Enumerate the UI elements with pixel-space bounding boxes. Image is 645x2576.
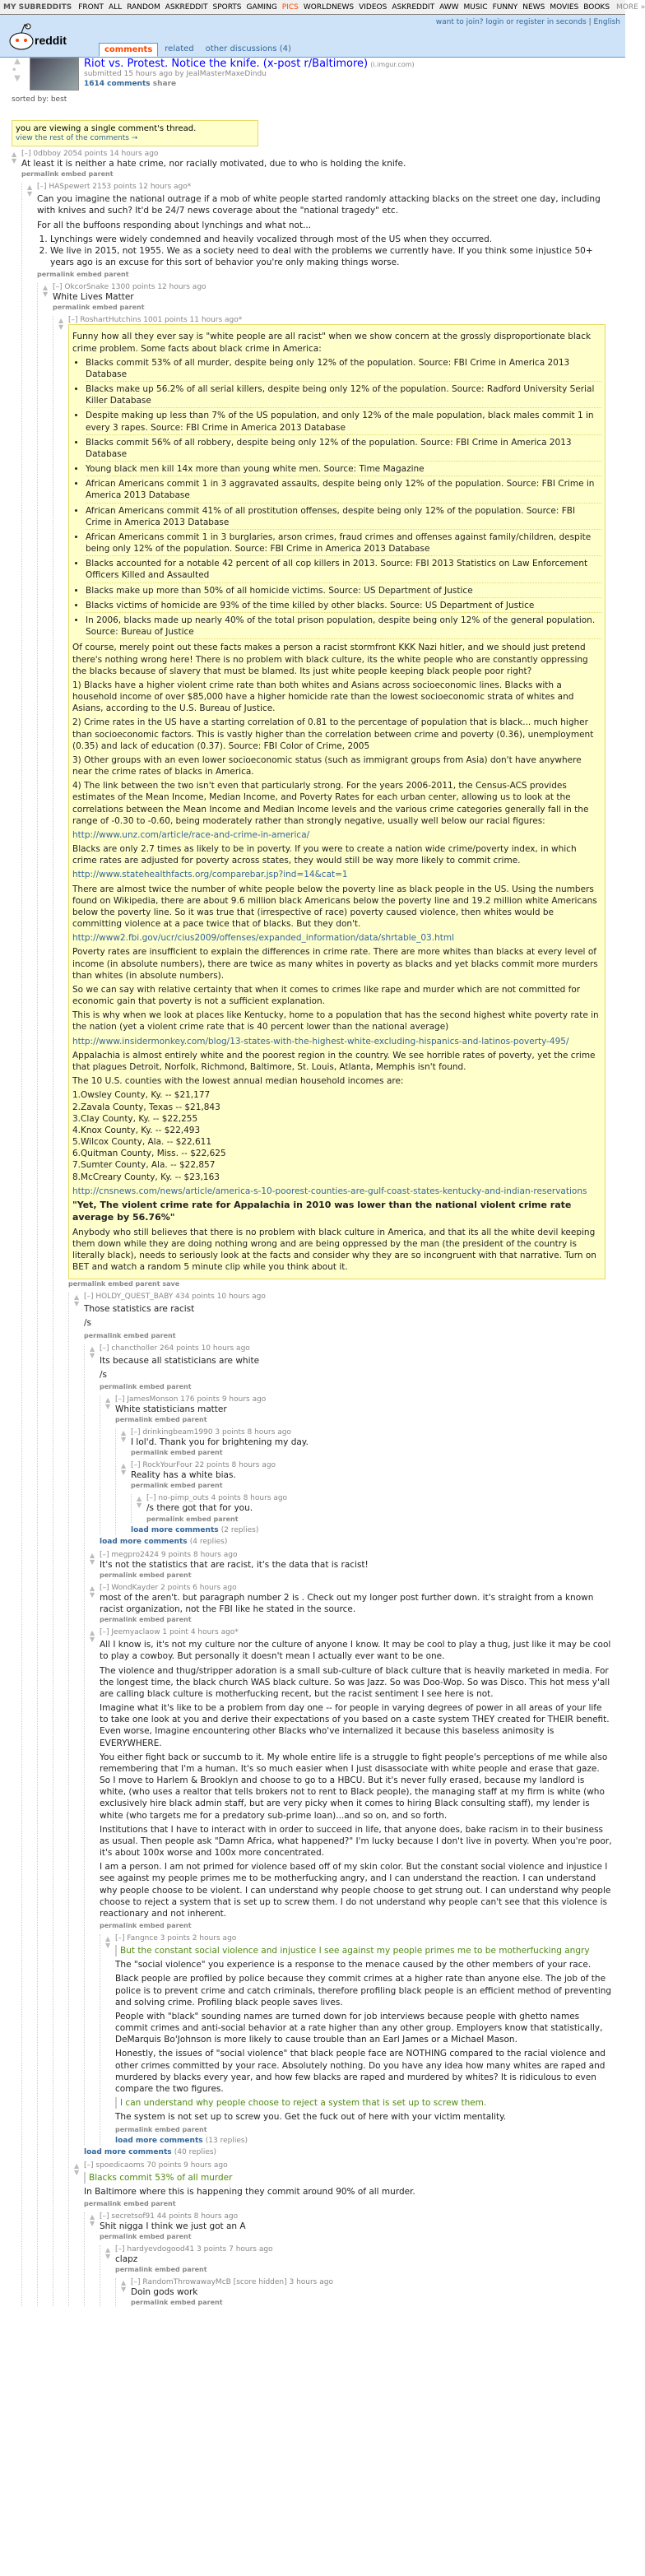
comment — [12, 150, 612, 2306]
comment-paragraph: Institutions that I have to interact with in order to succeed in life, that anyone does, bake racism in to their business as usual. Then people ask "Damn Africa, what happened?" I'm lucky because I don't live in poverty. When you're poor, it's about 100x worse and 100x more concentrated. — [100, 1824, 612, 1859]
comment-children — [115, 2278, 612, 2306]
comment — [27, 183, 612, 2306]
list-item: 1. Lynchings were widely condemned and heavily vocalized through most of the US when they occurred. — [50, 234, 612, 245]
comment — [43, 283, 612, 2306]
comment-body: clapz — [115, 2254, 138, 2265]
comment-paragraph: You either fight back or succumb to it. My whole entire life is a struggle to fight people's perceptions of me while also remembering that I'm a human. It's so much easier when I just disassociate with white people and erase that gaze. So I move to Harlem & Brooklyn and choose to go to a HBCU. But it's never fully erased, because my landlord is white, (who uses a realtor that tells brokers not to rent to Black people), the managing staff at my firm is white (who exclusively hire black admin staff, but are very picky when it comes to hiring Black consulting staff), my lender is white (who targets me for a predatory sub-prime loan)...and so on, and so forth. — [100, 1752, 608, 1821]
subreddit-link[interactable]: MUSIC — [463, 2, 488, 12]
comment-body — [100, 1355, 612, 1381]
language-link[interactable]: English — [593, 18, 620, 26]
county-item: 8.McCreary County, Ky. -- $23,163 — [72, 1172, 220, 1182]
fact-item: • African Americans commit 41% of all prostitution offenses, despite being only 12% of the population. Source: FBI Crime in America 2013 Database — [86, 505, 601, 530]
post-row — [12, 58, 423, 91]
comment-children — [84, 1344, 612, 2145]
comment — [90, 1344, 612, 1534]
comment-buttons[interactable]: permalink embed parent — [84, 2199, 176, 2207]
subreddit-link[interactable]: GAMING — [246, 2, 277, 12]
comment — [121, 2278, 612, 2306]
fact-item: • Blacks accounted for a notable 42 percent of all cop killers in 2013. Source: FBI 2013 Statistics on Law Enforcement Officers Killed and Assaulted — [86, 558, 601, 583]
comment-body: Doin gods work — [131, 2287, 198, 2298]
vote-arrows-icon[interactable]: ▲ ▼ — [12, 151, 17, 165]
comment-paragraph: The violence and thug/stripper adoration is a small sub-culture of black culture that is heavily marketed in media. For the longest time, the black church WAS black culture. So was Jazz. So was Doo-Wop. So was Disco. This hot mess y'all are calling black culture is motherfucking recent, but the racist sentiment I see here is not. — [100, 1665, 610, 1699]
comment-tagline: [–] JamesMonson 176 points 9 hours ago — [115, 1395, 267, 1404]
county-item: 7.Sumter County, Ala. -- $22,857 — [72, 1160, 216, 1171]
subreddit-link[interactable]: VIDEOS — [359, 2, 387, 12]
vote-arrows-icon[interactable]: ▲ ▼ — [90, 1551, 95, 1566]
fact-item: • Blacks commit 56% of all robbery, despite being only 12% of the population. Source: FBI Crime in America 2013 Database — [86, 437, 601, 462]
comment — [105, 1934, 612, 2133]
comment-quote: Blacks commit 53% of all murder — [84, 2172, 612, 2184]
comment-tagline: [–] RockYourFour 22 points 8 hours ago — [131, 1461, 276, 1470]
comments-link[interactable]: 1614 comments — [84, 80, 151, 88]
share-button[interactable]: share — [152, 80, 177, 88]
vote-arrows-icon[interactable]: ▲ ▼ — [121, 1462, 127, 1477]
comment — [90, 1584, 612, 1623]
comment-tagline: [–] chanctholler 264 points 10 hours ago — [100, 1344, 250, 1353]
subreddit-link[interactable]: RANDOM — [127, 2, 160, 12]
vote-arrows-icon[interactable]: ▲ ▼ — [74, 2161, 80, 2176]
fact-item: • Blacks commit 53% of all murder, despite being only 12% of the population. Source: FBI Crime in America 2013 Database — [86, 357, 601, 382]
post-score: • — [12, 66, 17, 75]
comment-buttons[interactable]: permalink embed parent — [100, 1571, 192, 1579]
vote-arrows-icon[interactable]: ▲ ▼ — [121, 2279, 127, 2294]
comment-buttons[interactable]: permalink embed parent — [131, 1482, 223, 1490]
fact-item: • African Americans commit 1 in 3 burglaries, arson crimes, fraud crimes and offenses against family/children, despite being only 12% of the population. Source: FBI Crime in America 2013 Database — [86, 531, 601, 556]
vote-arrows-icon[interactable]: ▲ ▼ — [74, 1293, 80, 1308]
subreddit-link[interactable]: ASKREDDIT — [392, 2, 435, 12]
vote-arrows-icon[interactable]: ▲ ▼ — [105, 1935, 111, 1950]
comment-tagline: [–] spoedicaoms 70 points 9 hours ago — [84, 2161, 228, 2170]
comment-paragraph: All I know is, it's not my culture nor the culture of anyone I know. It may be cool to play a thug, just like it may be cool to play a cowboy. But personally it doesn't mean I actually ever want to be one. — [100, 1640, 611, 1662]
comment-tagline: [–] hardyevdogood41 3 points 7 hours ago — [115, 2245, 273, 2254]
comment-paragraph: Blacks are only 2.7 times as likely to be in poverty. If you were to create a nation wide crime/poverty index, in which crime rates are adjusted for poverty across states, they would still be way more likely to commit crime. — [72, 844, 577, 866]
source-link[interactable]: http://www.insidermonkey.com/blog/13-states-with-the-highest-white-excluding-hispanics-and-latinos-poverty-495/ — [72, 1036, 569, 1047]
vote-arrows-icon[interactable]: ▲ ▼ — [43, 284, 49, 299]
comment-buttons[interactable]: permalink embed parent — [146, 1515, 239, 1523]
vote-arrows-icon[interactable]: ▲ ▼ — [90, 1584, 95, 1599]
comment-body: White Lives Matter — [53, 292, 134, 303]
comment-paragraph: So we can say with relative certainty that when it comes to crimes like rape and murder which are not committed for economic gain that poverty is not a sufficient explanation. — [72, 984, 581, 1007]
tab-other-discussions[interactable]: other discussions (4) — [205, 44, 291, 53]
comment-quote: I can understand why people choose to reject a system that is set up to screw them. — [115, 2097, 612, 2109]
comment — [74, 1293, 612, 2144]
comment-tagline: [–] WondKayder 2 points 6 hours ago — [100, 1583, 237, 1592]
vote-arrows-icon[interactable]: ▲ ▼ — [90, 1629, 95, 1644]
comment-buttons[interactable]: permalink embed parent — [115, 1416, 207, 1424]
fact-item: • Young black men kill 14x more than young white men. Source: Time Magazine — [86, 463, 601, 476]
comment-tagline: [–] RoshartHutchins 1001 points 11 hours ago* — [68, 316, 243, 325]
sort-selector[interactable]: sorted by: best — [12, 95, 67, 104]
vote-arrows-icon[interactable]: ▲ ▼ — [90, 1344, 95, 1359]
comment — [90, 2212, 612, 2307]
comment-body: It's not the statistics that are racist, it's the data that is racist! — [100, 1559, 369, 1570]
comment-body: At least it is neither a hate crime, nor racially motivated, due to who is holding the knife. — [21, 159, 406, 169]
comment-paragraph: There are almost twice the number of white people below the poverty line as black people in the US. Using the numbers found on Wikipedia, there are about 9.6 million black Americans below the poverty line and 19.2 million white Americans below the poverty line. So it was true that (irrespective of race) poverty caused violence, then whites would be committing violence at a pace twice that of blacks. But they don't. — [72, 884, 597, 930]
comment-paragraph: Appalachia is almost entirely white and the poorest region in the country. We see horrible rates of poverty, yet the crime that plagues Detroit, Norfolk, Richmond, Baltimore, St. Louis, Atlanta, Memphis isn't found. — [72, 1050, 596, 1072]
load-more-comments[interactable]: load more comments (40 replies) — [84, 2147, 217, 2156]
vote-arrows-icon[interactable]: ▲ ▼ — [90, 2212, 95, 2227]
comment-paragraph: Poverty rates are insufficient to explain the differences in crime rate. There are more whites than blacks at every level of income (in absolute numbers), there are twice as many whites in poverty as blacks and yet blacks commit more murders than whites (in absolute numbers). — [72, 947, 598, 981]
comment-paragraph: In Baltimore where this is happening they commit around 90% of all murder. — [84, 2186, 415, 2197]
comment-list — [50, 234, 612, 269]
comment-body — [37, 193, 612, 268]
comment-body — [84, 1303, 612, 1329]
fact-item: • Blacks make up more than 50% of all homicide victims. Source: US Department of Justice — [86, 585, 601, 598]
comment-tagline: [–] secretsof91 44 points 8 hours ago — [100, 2212, 239, 2221]
header — [0, 15, 625, 58]
fact-item: • Despite making up less than 7% of the US population, and only 12% of the male population, black males commit 1 in every 3 rapes. Source: FBI Crime in America 2013 Database — [86, 410, 601, 434]
comment-paragraph: 2) Crime rates in the US have a starting correlation of 0.81 to the percentage of population that is black... much higher than socioeconomic factors. This is vastly higher than the correlation between crime and poverty (0.36), unemployment (0.35) and lack of education (0.37). Source: FBI Color of Crime, 2005 — [72, 717, 594, 751]
load-more-comments[interactable]: load more comments (2 replies) — [131, 1525, 259, 1534]
vote-arrows-icon[interactable]: ▲ ▼ — [58, 317, 64, 332]
county-item: 5.Wilcox County, Ala. -- $22,611 — [72, 1137, 212, 1148]
comment-paragraph: Those statistics are racist — [84, 1304, 195, 1315]
comment-paragraph: The system is not set up to screw you. Get the fuck out of here with your victim mentality. — [115, 2112, 507, 2123]
source-link[interactable]: http://www.unz.com/article/race-and-crime-in-america/ — [72, 829, 310, 840]
comment-buttons[interactable]: permalink embed parent — [21, 170, 114, 179]
source-link[interactable]: http://www2.fbi.gov/ucr/cius2009/offenses/expanded_information/data/shrtable_03.html — [72, 933, 454, 944]
subreddit-link[interactable]: ALL — [109, 2, 123, 12]
single-thread-notice — [12, 120, 258, 146]
comment-children — [68, 1293, 612, 2306]
facts-list — [86, 357, 601, 640]
comment-tagline: [–] OkcorSnake 1300 points 12 hours ago — [53, 283, 206, 292]
comment-buttons[interactable]: permalink embed parent — [115, 2266, 207, 2274]
post-tagline: submitted 15 hours ago by JealMasterMaxeDindu — [84, 70, 267, 78]
comment-children — [53, 316, 612, 2306]
single-thread-text: you are viewing a single comment's thread. — [16, 124, 197, 133]
comment-paragraph: This is why when we look at places like Kentucky, home to a population that has the second highest white poverty rate in the nation (yet a violent crime rate that is 40 percent lower than the national average) — [72, 1010, 599, 1033]
subreddit-link[interactable]: FUNNY — [492, 2, 518, 12]
comment — [105, 1395, 612, 1534]
comment-paragraph: 1) Blacks have a higher violent crime rate than both whites and Asians across socioeconomic lines. Blacks with a household income of over $85,000 have a higher homicide rate than the lowest socioeconomic strata of whites and Asians, according to the U.S. Bureau of Justice. — [72, 680, 574, 714]
comment-paragraph: I am a person. I am not primed for violence based off of my skin color. But the constant social violence and injustice I see against my people primes me to be motherfucking angry, and I can understand the reaction. I can understand why people choose to be violent. I can understand why people choose to get strung out. I can understand why people choose to reject a system that is set up to screw them. I do not understand why people can't see that this violence is reactionary and not inherent. — [100, 1862, 611, 1919]
my-subreddits-dropdown[interactable]: MY SUBREDDITS — [3, 2, 72, 12]
comment-tagline: [–] HASpewert 2153 points 12 hours ago* — [37, 183, 192, 192]
comment-buttons[interactable]: permalink embed parent — [53, 304, 145, 312]
comment-highlighted — [58, 316, 612, 2306]
reddit-logo[interactable] — [5, 18, 71, 54]
load-more-comments[interactable]: load more comments (4 replies) — [100, 1537, 228, 1546]
source-link[interactable]: http://www.statehealthfacts.org/comparebar.jsp?ind=14&cat=1 — [72, 870, 348, 880]
comment-body — [68, 324, 606, 1279]
svg-text:reddit: reddit — [35, 34, 67, 47]
county-item: 4.Knox County, Ky. -- $22,493 — [72, 1125, 201, 1135]
upvote-icon[interactable]: ▲ — [14, 57, 21, 66]
comment-paragraph: /s — [100, 1369, 108, 1380]
source-link[interactable]: http://cnsnews.com/news/article/america-s-10-poorest-counties-are-gulf-coast-states-kentucky-and-indian-reservations — [72, 1186, 587, 1196]
vote-arrows-icon[interactable]: ▲ ▼ — [121, 1429, 127, 1444]
comment-tagline: [–] megpro2424 9 points 8 hours ago — [100, 1550, 238, 1559]
load-more-comments[interactable]: load more comments (13 replies) — [115, 2136, 248, 2145]
comment-paragraph: Of course, merely point out these facts makes a person a racist stormfront KKK Nazi hitler, and we should just pretend there's nothing wrong here! There is no problem with black culture, its the white people who are constantly oppressing the blacks because of slavery that must be blamed. Its just white people keeping black people poor right? — [72, 643, 588, 676]
vote-arrows-icon[interactable]: ▲ ▼ — [105, 1395, 111, 1410]
comment-body — [115, 1945, 612, 2123]
post-buttons — [84, 80, 415, 88]
comment — [121, 1461, 612, 1522]
subreddit-link[interactable]: BOOKS — [583, 2, 610, 12]
comment-paragraph: Honestly, the issues of "social violence" that black people face are NOTHING compared to the racial violence and other crimes committed by your race. Absolutely nothing. Do you have any idea how many whites are raped and murdered by blacks every year, and how few blacks are raped and murdered by whites? It is ridiculous to even compare the two figures. — [115, 2049, 606, 2094]
comment-buttons[interactable]: permalink embed parent — [37, 271, 129, 279]
vote-arrows-icon[interactable]: ▲ ▼ — [137, 1495, 142, 1510]
comment-body: Reality has a white bias. — [131, 1470, 236, 1481]
comment-body: I lol'd. Thank you for brightening my day. — [131, 1437, 309, 1448]
login-link[interactable]: want to join? login or register in seconds — [435, 18, 587, 26]
county-item: 1.Owsley County, Ky. -- $21,177 — [72, 1090, 211, 1101]
comment-buttons[interactable]: permalink embed parent — [84, 1331, 176, 1339]
comment-quote: "Yet, The violent crime rate for Appalachia in 2010 was lower than the national violent crime rate average by 56.76%" — [72, 1199, 572, 1223]
comment-buttons[interactable]: permalink embed parent save — [68, 1280, 180, 1288]
comment — [90, 1628, 612, 2144]
subreddit-link[interactable]: SPORTS — [212, 2, 242, 12]
subreddit-link[interactable]: AWW — [439, 2, 459, 12]
comment-paragraph: Funny how all they ever say is "white people are all racist" when we show concern at the grossly disproportionate black crime problem. Some facts about black crime in America: — [72, 332, 592, 354]
comment-children — [100, 2245, 612, 2306]
downvote-icon[interactable]: ▼ — [14, 74, 21, 83]
comment-children — [84, 2212, 612, 2307]
comment — [74, 2161, 612, 2307]
comment-tagline: [–] no-pimp_outs 4 points 8 hours ago — [146, 1494, 288, 1503]
comment-body: most of the aren't. but paragraph number 2 is . Check out my longer post further down. it's straight from a known racist organization, not the FBI like he stated in the source. — [100, 1592, 594, 1614]
comment-quote: But the constant social violence and injustice I see against my people primes me to be motherfucking angry — [115, 1945, 612, 1956]
comment-paragraph: The 10 U.S. counties with the lowest annual median household incomes are: — [72, 1076, 404, 1087]
subreddit-link[interactable]: FRONT — [78, 2, 104, 12]
comment-children — [100, 1395, 612, 1534]
tab-related[interactable]: related — [165, 44, 194, 53]
comment-paragraph: 4) The link between the two isn't even that particularly strong. For the years 2006-2011, the Census-ACS provides estimates of the Mean Income, Median Income, and Poverty Rates for each urban center, allowing us to look at the correlations between the Mean Income and Median Income levels and the various crime categories generally fall in the range of -0.30 to -0.60, being moderately rather than strongly negative, usually well below our racial figures: — [72, 781, 589, 826]
comment-paragraph: People with "black" sounding names are turned down for job interviews because people with ghetto names commit crimes and anti-social behavior at a rate higher than any other group. Employers know that statistically, DeMarquis Bo'Johnson is more likely to cause trouble than an Earl James or a Michael Mason. — [115, 2011, 603, 2045]
post-thumbnail[interactable] — [30, 58, 79, 91]
comment-paragraph: /s — [84, 1318, 92, 1329]
comment-paragraph: 3) Other groups with an even lower socioeconomic status (such as immigrant groups from Asia) don't have anywhere near the crime rates of blacks in America. — [72, 754, 582, 777]
comment — [121, 1428, 612, 1456]
vote-arrows-icon[interactable]: ▲ ▼ — [105, 2246, 111, 2261]
comment-buttons[interactable]: permalink embed parent — [100, 2233, 192, 2241]
comment-tagline: [–] HOLDY_QUEST_BABY 434 points 10 hours ago — [84, 1293, 266, 1302]
comment-tagline: [–] drinkingbeam1990 3 points 8 hours ago — [131, 1428, 292, 1437]
comment-buttons[interactable]: permalink embed parent — [131, 2299, 223, 2307]
subreddit-link[interactable]: MOVIES — [550, 2, 579, 12]
comment-paragraph: Imagine what it's like to be a problem from day one -- for people in varying degrees of power in all areas of your life to take one look at you and derive their expectations of you based on a caste system THEY created for THEIR benefit. Even worse, Imagine encountering other Blacks who've internalized it because this baseless animosity is EVERYWHERE. — [100, 1703, 610, 1748]
comment-buttons[interactable]: permalink embed parent — [115, 2125, 207, 2133]
comment-children — [37, 283, 612, 2306]
comment-body — [84, 2172, 612, 2198]
comment-body: White statisticians matter — [115, 1404, 227, 1414]
subreddit-link[interactable]: NEWS — [522, 2, 545, 12]
tab-bar — [99, 43, 296, 57]
comment-tagline: [–] RandomThrowawayMcB [score hidden] 3 hours ago — [131, 2278, 333, 2287]
comment — [137, 1494, 612, 1522]
comment-body — [100, 1639, 612, 1919]
view-rest-link[interactable]: view the rest of the comments → — [16, 134, 138, 142]
vote-block — [12, 58, 25, 83]
post-title[interactable]: Riot vs. Protest. Notice the knife. (x-post r/Baltimore) — [84, 58, 369, 70]
subreddit-bar — [0, 0, 645, 15]
more-link[interactable]: MORE » — [616, 2, 645, 12]
fact-item: • Blacks make up 56.2% of all serial killers, despite being only 12% of the population. Source: Radford University Serial Killer Database — [86, 383, 601, 408]
fact-item: • African Americans commit 1 in 3 aggravated assaults, despite being only 12% of the population. Source: FBI Crime in America 2013 Database — [86, 478, 601, 503]
post-domain[interactable]: (i.imgur.com) — [370, 61, 415, 68]
comment-children — [100, 1934, 612, 2144]
post-info — [12, 58, 423, 104]
comment-paragraph: Black people are profiled by police because they commit crimes at a higher rate than anyone else. The job of the police is to prevent crime and catch criminals, therefore profiling black people is an efficient method of preventing and solving crime. Profiling black people saves lives. — [115, 1974, 612, 2007]
comment-buttons[interactable]: permalink embed parent — [100, 1382, 192, 1390]
comment-body: /s there got that for you. — [146, 1503, 253, 1514]
comment-buttons[interactable]: permalink embed parent — [100, 1616, 192, 1624]
comment-paragraph: The "social violence" you experience is a response to the menace caused by the other members of your race. — [115, 1960, 592, 1970]
comment — [105, 2245, 612, 2306]
county-item: 6.Quitman County, Miss. -- $22,625 — [72, 1149, 226, 1159]
comment-children — [21, 183, 612, 2306]
comment-tagline: [–] 0dbboy 2054 points 14 hours ago — [21, 150, 159, 158]
subreddit-link[interactable]: PICS — [281, 2, 299, 12]
list-item: 2. We live in 2015, not 1955. We as a society need to deal with the problems we currently have. If you think some injustice 50+ years ago is an excuse for this sort of behavior you're only making things worse. — [50, 245, 612, 268]
comment-paragraph: Anybody who still believes that there is no problem with black culture in America, and that its all the white devil keeping them down while they are doing nothing wrong and are being oppressed by the man (the president of the country is literally black), needs to seriously look at the facts and consider why they are so incongruent with that narrative. Turn on BET and watch a random 5 minute clip while you think about it. — [72, 1227, 596, 1273]
subreddit-list — [78, 3, 610, 12]
vote-arrows-icon[interactable]: ▲ ▼ — [27, 183, 33, 198]
county-item: 3.Clay County, Ky. -- $22,255 — [72, 1113, 198, 1124]
subreddit-link[interactable]: ASKREDDIT — [165, 2, 208, 12]
comment-children — [131, 1494, 612, 1522]
comment-tagline: [–] Jeemyaclaow 1 point 4 hours ago* — [100, 1628, 239, 1637]
comment-children — [115, 1428, 612, 1534]
comment-paragraph: For all the buffoons responding about lynchings and what not... — [37, 220, 312, 230]
comment — [90, 1551, 612, 1579]
user-box: want to join? login or register in seconds | English — [435, 18, 620, 26]
county-item: 2.Zavala County, Texas -- $21,843 — [72, 1102, 220, 1112]
comment-buttons[interactable]: permalink embed parent — [100, 1922, 192, 1930]
comment-tagline: [–] Fangnce 3 points 2 hours ago — [115, 1934, 237, 1943]
comment-paragraph: Can you imagine the national outrage if a mob of white people started randomly attacking blacks on the street one day, including with knives and such? It'd be 24/7 news coverage about the "national tragedy" etc. — [37, 194, 601, 216]
county-list — [72, 1089, 601, 1182]
fact-item: • Blacks victims of homicide are 93% of the time killed by other blacks. Source: US Department of Justice — [86, 600, 601, 613]
comment-thread — [12, 145, 612, 2306]
comment-paragraph: Its because all statisticians are white — [100, 1355, 260, 1366]
comment-body: Shit nigga I think we just got an A — [100, 2221, 246, 2231]
fact-item: • In 2006, blacks made up nearly 40% of the total prison population, despite being only 12% of the general population. Source: Bureau of Justice — [86, 615, 601, 639]
comment-buttons[interactable]: permalink embed parent — [131, 1449, 223, 1457]
tab-comments[interactable]: comments — [99, 43, 158, 57]
subreddit-link[interactable]: WORLDNEWS — [303, 2, 355, 12]
